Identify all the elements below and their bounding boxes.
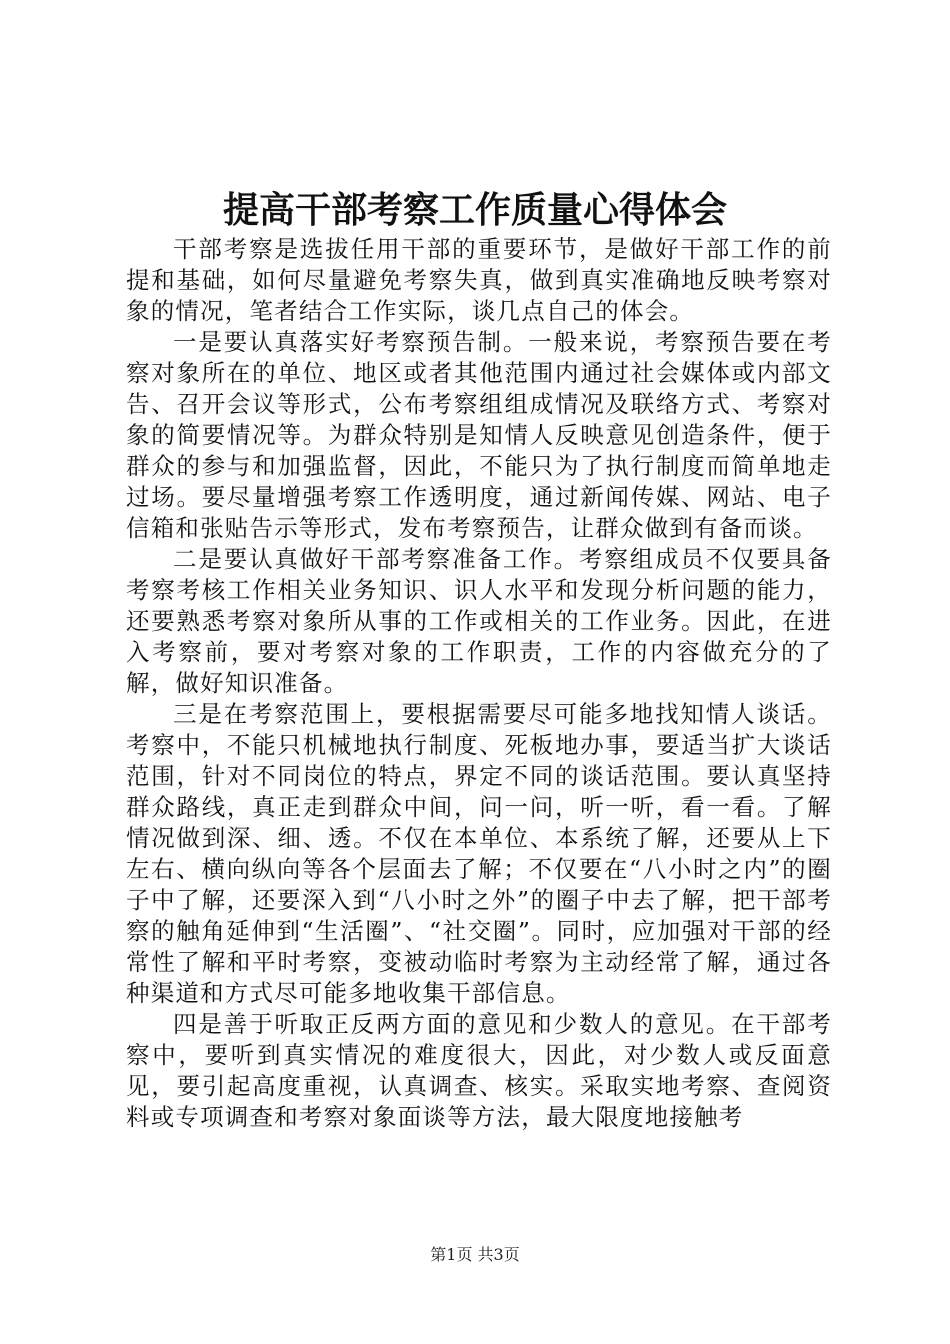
paragraph-point-1: 一是要认真落实好考察预告制。一般来说，考察预告要在考察对象所在的单位、地区或者其他范围内通过社会媒体或内部文告、召开会议等形式，公布考察组组成情况及联络方式、考察对象的简要情况等。为群众特别是知情人反映意见创造条件，便于群众的参与和加强监督，因此，不能只为了执行制度而简单地走过场。要尽量增强考察工作透明度，通过新闻传媒、网站、电子信箱和张贴告示等形式，发布考察预告，让群众做到有备而谈。: [126, 328, 832, 542]
paragraph-point-3: 三是在考察范围上，要根据需要尽可能多地找知情人谈话。考察中，不能只机械地执行制度、死板地办事，要适当扩大谈话范围，针对不同岗位的特点，界定不同的谈话范围。要认真坚持群众路线，真正走到群众中间，问一问，听一听，看一看。了解情况做到深、细、透。不仅在本单位、本系统了解，还要从上下左右、横向纵向等各个层面去了解；不仅要在“八小时之内”的圈子中了解，还要深入到“八小时之外”的圈子中去了解，把干部考察的触角延伸到“生活圈”、“社交圈”。同时，应加强对干部的经常性了解和平时考察，变被动临时考察为主动经常了解，通过各种渠道和方式尽可能多地收集干部信息。: [126, 700, 832, 1007]
page-number-footer: 第1页 共3页: [430, 1245, 520, 1264]
document-body: [126, 234, 832, 1133]
document-title: 提高干部考察工作质量心得体会: [222, 189, 727, 231]
paragraph-point-2: 二是要认真做好干部考察准备工作。考察组成员不仅要具备考察考核工作相关业务知识、识人水平和发现分析问题的能力，还要熟悉考察对象所从事的工作或相关的工作业务。因此，在进入考察前，要对考察对象的工作职责，工作的内容做充分的了解，做好知识准备。: [126, 545, 832, 697]
paragraph-intro: 干部考察是选拔任用干部的重要环节，是做好干部工作的前提和基础，如何尽量避免考察失真，做到真实准确地反映考察对象的情况，笔者结合工作实际，谈几点自己的体会。: [126, 235, 832, 325]
paragraph-point-4: 四是善于听取正反两方面的意见和少数人的意见。在干部考察中，要听到真实情况的难度很大，因此，对少数人或反面意见，要引起高度重视，认真调查、核实。采取实地考察、查阅资料或专项调查和考察对象面谈等方法，最大限度地接触考: [126, 1010, 832, 1131]
